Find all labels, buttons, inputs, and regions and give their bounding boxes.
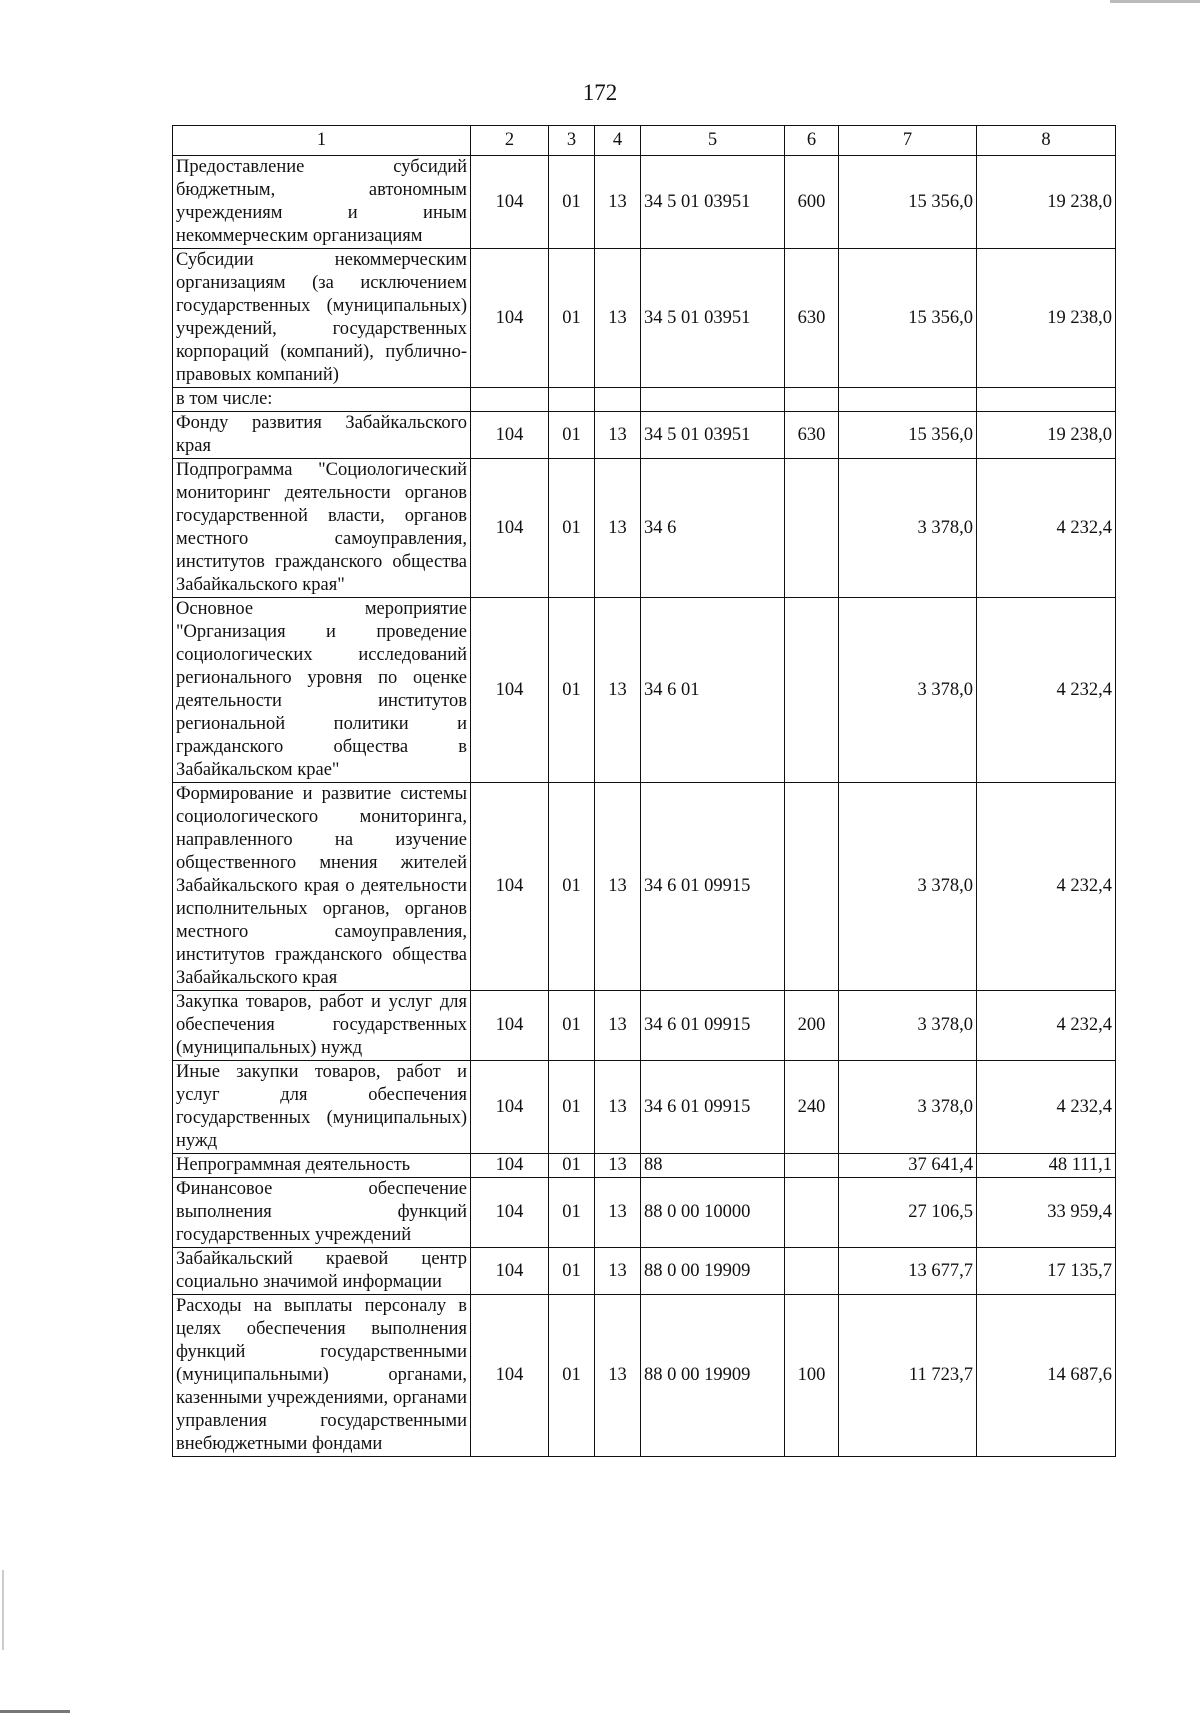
column-header: 3 — [549, 126, 595, 156]
item-name: Подпрограмма "Социологический мониторинг деятельности органов государственной власти, органов местного самоуправления, институтов гражданского общества Забайкальского края" — [173, 459, 471, 598]
section-code: 01 — [549, 598, 595, 783]
amount-year-2: 48 111,1 — [977, 1154, 1116, 1178]
item-name: Формирование и развитие системы социологического мониторинга, направленного на изучение общественного мнения жителей Забайкальского края о деятельности исполнительных органов, органов местного самоуправления, институтов гражданского общества Забайкальского края — [173, 783, 471, 991]
ministry-code: 104 — [471, 598, 549, 783]
amount-year-2: 14 687,6 — [977, 1295, 1116, 1457]
amount-year-1: 11 723,7 — [839, 1295, 977, 1457]
section-code: 01 — [549, 1178, 595, 1248]
amount-year-2: 19 238,0 — [977, 156, 1116, 249]
subsection-code: 13 — [595, 1248, 641, 1295]
expense-type-code — [785, 459, 839, 598]
target-article-code: 34 5 01 03951 — [641, 156, 785, 249]
amount-year-2: 4 232,4 — [977, 991, 1116, 1061]
item-name: Фонду развития Забайкальского края — [173, 412, 471, 459]
item-name: Предоставление субсидий бюджетным, автономным учреждениям и иным некоммерческим организациям — [173, 156, 471, 249]
amount-year-1: 3 378,0 — [839, 1061, 977, 1154]
expense-type-code — [785, 1178, 839, 1248]
amount-year-1: 3 378,0 — [839, 598, 977, 783]
page-number: 172 — [582, 80, 618, 105]
target-article-code: 34 6 01 09915 — [641, 1061, 785, 1154]
amount-year-1: 37 641,4 — [839, 1154, 977, 1178]
target-article-code: 34 5 01 03951 — [641, 412, 785, 459]
column-header: 7 — [839, 126, 977, 156]
item-name: Закупка товаров, работ и услуг для обеспечения государственных (муниципальных) нужд — [173, 991, 471, 1061]
amount-year-2 — [977, 388, 1116, 412]
expense-type-code — [785, 598, 839, 783]
subsection-code: 13 — [595, 783, 641, 991]
ministry-code: 104 — [471, 459, 549, 598]
item-name: в том числе: — [173, 388, 471, 412]
subsection-code: 13 — [595, 156, 641, 249]
amount-year-1: 13 677,7 — [839, 1248, 977, 1295]
table-row — [173, 1061, 1116, 1154]
section-code: 01 — [549, 783, 595, 991]
table-row — [173, 1178, 1116, 1248]
table-row — [173, 1248, 1116, 1295]
item-name: Основное мероприятие "Организация и проведение социологических исследований регионального уровня по оценке деятельности институтов региональной политики и гражданского общества в Забайкальском крае" — [173, 598, 471, 783]
ministry-code: 104 — [471, 156, 549, 249]
subsection-code: 13 — [595, 249, 641, 388]
amount-year-2: 33 959,4 — [977, 1178, 1116, 1248]
item-name: Расходы на выплаты персоналу в целях обеспечения выполнения функций государственными (муниципальными) органами, казенными учреждениями, органами управления государственными внебюджетными фондами — [173, 1295, 471, 1457]
subsection-code: 13 — [595, 1178, 641, 1248]
section-code — [549, 388, 595, 412]
expense-type-code — [785, 1248, 839, 1295]
column-header: 2 — [471, 126, 549, 156]
expense-type-code: 200 — [785, 991, 839, 1061]
item-name: Субсидии некоммерческим организациям (за исключением государственных (муниципальных) учреждений, государственных корпораций (компаний), публично-правовых компаний) — [173, 249, 471, 388]
amount-year-1: 15 356,0 — [839, 249, 977, 388]
table-row — [173, 1154, 1116, 1178]
section-code: 01 — [549, 1248, 595, 1295]
item-name: Забайкальский краевой центр социально значимой информации — [173, 1248, 471, 1295]
expense-type-code — [785, 1154, 839, 1178]
subsection-code: 13 — [595, 1154, 641, 1178]
subsection-code: 13 — [595, 991, 641, 1061]
ministry-code — [471, 388, 549, 412]
target-article-code: 34 6 — [641, 459, 785, 598]
target-article-code: 88 — [641, 1154, 785, 1178]
scan-edge-mark — [2, 1570, 4, 1650]
target-article-code: 34 6 01 09915 — [641, 991, 785, 1061]
amount-year-1: 15 356,0 — [839, 156, 977, 249]
header-row — [173, 126, 1116, 156]
ministry-code: 104 — [471, 1154, 549, 1178]
ministry-code: 104 — [471, 1061, 549, 1154]
ministry-code: 104 — [471, 1178, 549, 1248]
amount-year-2: 4 232,4 — [977, 1061, 1116, 1154]
table-row — [173, 598, 1116, 783]
table-row — [173, 249, 1116, 388]
amount-year-1 — [839, 388, 977, 412]
column-header: 8 — [977, 126, 1116, 156]
ministry-code: 104 — [471, 783, 549, 991]
scan-edge-mark — [1110, 0, 1200, 3]
item-name: Непрограммная деятельность — [173, 1154, 471, 1178]
amount-year-1: 27 106,5 — [839, 1178, 977, 1248]
subsection-code — [595, 388, 641, 412]
budget-table — [172, 125, 1116, 1457]
table-row — [173, 991, 1116, 1061]
table-row — [173, 412, 1116, 459]
target-article-code: 88 0 00 19909 — [641, 1248, 785, 1295]
section-code: 01 — [549, 1295, 595, 1457]
target-article-code — [641, 388, 785, 412]
ministry-code: 104 — [471, 1295, 549, 1457]
ministry-code: 104 — [471, 412, 549, 459]
ministry-code: 104 — [471, 1248, 549, 1295]
amount-year-2: 17 135,7 — [977, 1248, 1116, 1295]
item-name: Иные закупки товаров, работ и услуг для обеспечения государственных (муниципальных) нужд — [173, 1061, 471, 1154]
table-header — [173, 126, 1116, 156]
expense-type-code: 100 — [785, 1295, 839, 1457]
expense-type-code: 240 — [785, 1061, 839, 1154]
amount-year-1: 3 378,0 — [839, 991, 977, 1061]
amount-year-1: 3 378,0 — [839, 783, 977, 991]
column-header: 6 — [785, 126, 839, 156]
amount-year-1: 3 378,0 — [839, 459, 977, 598]
scan-edge-mark — [0, 1710, 70, 1713]
section-code: 01 — [549, 991, 595, 1061]
ministry-code: 104 — [471, 249, 549, 388]
column-header: 1 — [173, 126, 471, 156]
table-row — [173, 1295, 1116, 1457]
amount-year-1: 15 356,0 — [839, 412, 977, 459]
section-code: 01 — [549, 1061, 595, 1154]
amount-year-2: 4 232,4 — [977, 598, 1116, 783]
subsection-code: 13 — [595, 598, 641, 783]
subsection-code: 13 — [595, 1061, 641, 1154]
amount-year-2: 19 238,0 — [977, 412, 1116, 459]
expense-type-code: 630 — [785, 249, 839, 388]
table-row — [173, 783, 1116, 991]
expense-type-code: 600 — [785, 156, 839, 249]
section-code: 01 — [549, 1154, 595, 1178]
table-body — [173, 156, 1116, 1457]
target-article-code: 34 5 01 03951 — [641, 249, 785, 388]
target-article-code: 34 6 01 09915 — [641, 783, 785, 991]
amount-year-2: 4 232,4 — [977, 459, 1116, 598]
subsection-code: 13 — [595, 459, 641, 598]
expense-type-code — [785, 783, 839, 991]
target-article-code: 88 0 00 10000 — [641, 1178, 785, 1248]
subsection-code: 13 — [595, 1295, 641, 1457]
item-name: Финансовое обеспечение выполнения функций государственных учреждений — [173, 1178, 471, 1248]
ministry-code: 104 — [471, 991, 549, 1061]
subsection-code: 13 — [595, 412, 641, 459]
expense-type-code: 630 — [785, 412, 839, 459]
column-header: 4 — [595, 126, 641, 156]
table-row — [173, 156, 1116, 249]
section-code: 01 — [549, 459, 595, 598]
column-header: 5 — [641, 126, 785, 156]
amount-year-2: 4 232,4 — [977, 783, 1116, 991]
section-code: 01 — [549, 249, 595, 388]
table-row — [173, 388, 1116, 412]
amount-year-2: 19 238,0 — [977, 249, 1116, 388]
section-code: 01 — [549, 412, 595, 459]
expense-type-code — [785, 388, 839, 412]
table-row — [173, 459, 1116, 598]
target-article-code: 88 0 00 19909 — [641, 1295, 785, 1457]
target-article-code: 34 6 01 — [641, 598, 785, 783]
section-code: 01 — [549, 156, 595, 249]
